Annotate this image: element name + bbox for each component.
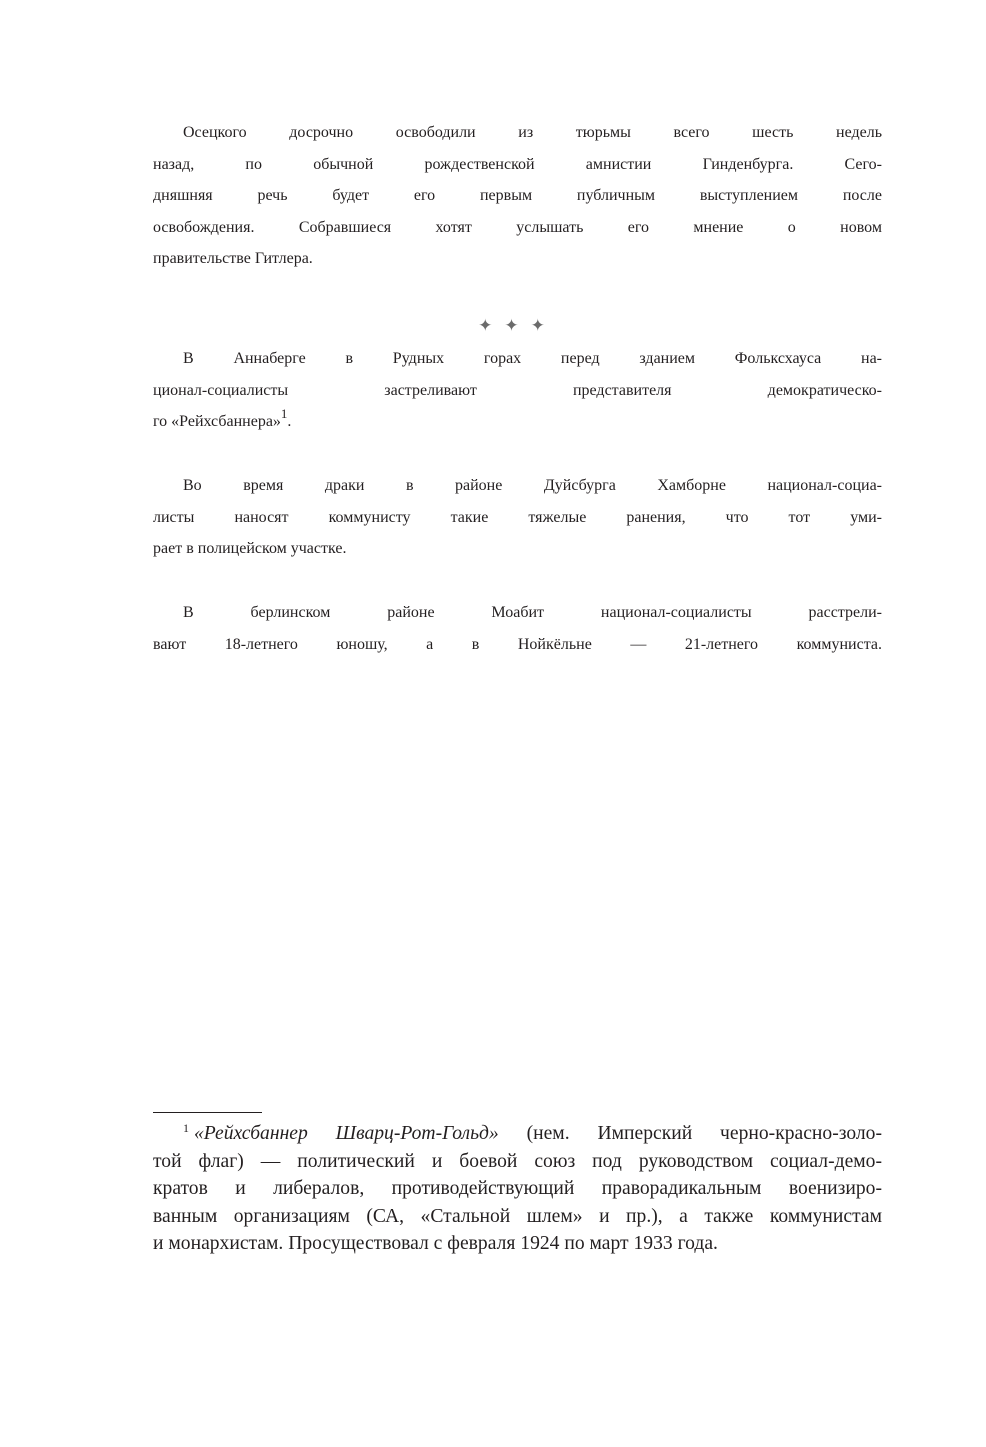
footnote-divider (153, 1112, 262, 1113)
text-fragment: . (287, 413, 292, 431)
footnote-line: ванным организациям (СА, «Стальной шлем» и пр.), а также коммунистам (153, 1205, 882, 1227)
paragraph-duisburg (153, 477, 882, 572)
text-line: Во время драки в районе Дуйсбурга Хамборне национал-социа- (183, 477, 882, 494)
text-fragment: (нем. Имперский черно-красно-золо- (498, 1123, 882, 1144)
footnote-line (153, 1120, 882, 1148)
text-line: Осецкого досрочно освободили из тюрьмы всего шесть недель (183, 124, 882, 141)
text-line: рает в полицейском участке. (153, 540, 347, 558)
text-line: назад, по обычной рождественской амнистии Гинденбурга. Сего- (153, 155, 882, 173)
paragraph-annaberg (153, 350, 882, 445)
text-line: вают 18-летнего юношу, а в Нойкёльне — 21-летнего коммуниста. (153, 635, 882, 653)
text-line: дняшняя речь будет его первым публичным выступлением после (153, 187, 882, 205)
footnote-reference[interactable]: 1 (280, 406, 288, 422)
text-line: листы наносят коммунисту такие тяжелые ранения, что тот уми- (153, 508, 882, 526)
text-line: В берлинском районе Моабит национал-социалисты расстрели- (183, 604, 882, 621)
footnote-line: той флаг) — политический и боевой союз под руководством социал-демо- (153, 1150, 882, 1172)
footnote-line: и монархистам. Просуществовал с февраля 1924 по март 1933 года. (153, 1233, 718, 1255)
text-line: освобождения. Собравшиеся хотят услышать его мнение о новом (153, 218, 882, 236)
section-separator (153, 316, 882, 336)
paragraph-osetsky-release (153, 124, 882, 282)
text-fragment: го «Рейхсбаннера» (153, 413, 281, 431)
four-point-star-icon: ✦✦✦ (478, 316, 557, 335)
footnote-line: кратов и либералов, противодействующий праворадикальным военизиро- (153, 1178, 882, 1200)
paragraph-moabit (153, 604, 882, 667)
text-line: ционал-социалисты застреливают представителя демократическо- (153, 381, 882, 399)
footnote-term: «Рейхсбаннер Шварц-Рот-Гольд» (194, 1123, 499, 1144)
footnote (153, 1120, 882, 1258)
text-line (153, 406, 882, 445)
text-line: В Аннаберге в Рудных горах перед зданием Фольксхауса на- (183, 350, 882, 367)
footnote-number: 1 (183, 1121, 189, 1135)
text-line: правительстве Гитлера. (153, 250, 313, 268)
